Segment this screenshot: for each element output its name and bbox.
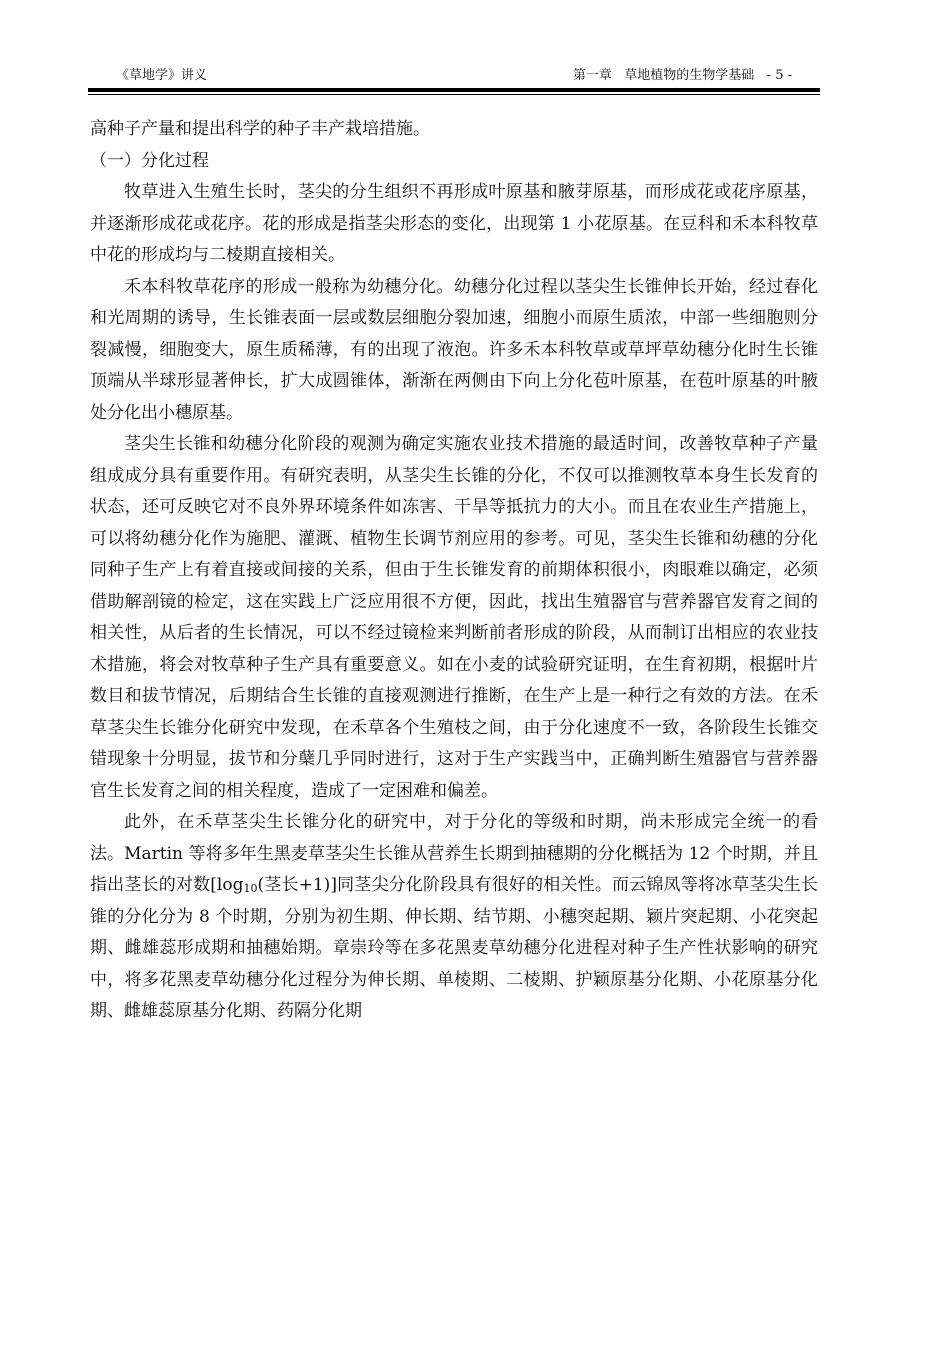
paragraph-differentiation-stages [90,807,818,1028]
page-header [88,66,820,86]
log-subscript: 10 [243,882,258,895]
paragraph-flower-formation: 牧草进入生殖生长时，茎尖的分生组织不再形成叶原基和腋芽原基，而形成花或花序原基，并逐渐形成花或花序。花的形成是指茎尖形态的变化，出现第 1 小花原基。在豆科和禾本科牧草中花的形成均与二棱期直接相关。 [90,182,818,265]
paragraph-observation-importance: 茎尖生长锥和幼穗分化阶段的观测为确定实施农业技术措施的最适时间，改善牧草种子产量组成成分具有重要作用。有研究表明，从茎尖生长锥的分化，不仅可以推测牧草本身生长发育的状态，还可反映它对不良外界环境条件如冻害、干旱等抵抗力的大小。而且在农业生产措施上，可以将幼穗分化作为施肥、灌溉、植物生长调节剂应用的参考。可见，茎尖生长锥和幼穗的分化同种子生产上有着直接或间接的关系，但由于生长锥发育的前期体积很小，肉眼难以确定，必须借助解剖镜的检定，这在实践上广泛应用很不方便，因此，找出生殖器官与营养器官发育之间的相关性，从后者的生长情况，可以不经过镜检来判断前者形成的阶段，从而制订出相应的农业技术措施，将会对牧草种子生产具有重要意义。如在小麦的试验研究证明，在生育初期，根据叶片数目和拔节情况，后期结合生长锥的直接观测进行推断，在生产上是一种行之有效的方法。在禾草茎尖生长锥分化研究中发现，在禾草各个生殖枝之间，由于分化速度不一致，各阶段生长锥交错现象十分明显，拔节和分蘖几乎同时进行，这对于生产实践当中，正确判断生殖器官与营养器官生长发育之间的相关程度，造成了一定困难和偏差。 [90,434,818,801]
header-chapter-page: 第一章 草地植物的生物学基础 - 5 - [572,68,792,83]
paragraph-continuation: 高种子产量和提出科学的种子丰产栽培措施。 [90,119,430,139]
section-heading: （一）分化过程 [90,150,209,171]
stages-text-part-1: 此外，在禾草茎尖生长锥分化的研究中，对于分化的等级和时期，尚未形成完全统一的看法。Martin 等将多年生黑麦草茎尖生长锥从营养生长期到抽穗期的分化概括为 12 个时期，并且指出茎长的对数[log [90,812,818,895]
header-rule-thick [88,88,820,92]
header-rule-thin [88,94,820,95]
stages-text-part-2: (茎长+1)]同茎尖分化阶段具有很好的相关性。而云锦凤等将冰草茎尖生长锥的分化分为 8 个时期，分别为初生期、伸长期、结节期、小穗突起期、颖片突起期、小花突起期、雌雄蕊形成期和抽穗始期。章崇玲等在多花黑麦草幼穗分化进程对种子生产性状影响的研究中，将多花黑麦草幼穗分化过程分为伸长期、单棱期、二棱期、护颖原基分化期、小花原基分化期、雌雄蕊原基分化期、药隔分化期 [90,875,818,1021]
paragraph-panicle-differentiation: 禾本科牧草花序的形成一般称为幼穗分化。幼穗分化过程以茎尖生长锥伸长开始，经过春化和光周期的诱导，生长锥表面一层或数层细胞分裂加速，细胞小而原生质浓，中部一些细胞则分裂减慢，细胞变大，原生质稀薄，有的出现了液泡。许多禾本科牧草或草坪草幼穗分化时生长锥顶端从半球形显著伸长，扩大成圆锥体，渐渐在两侧由下向上分化苞叶原基，在苞叶原基的叶腋处分化出小穗原基。 [90,276,818,423]
body-text [90,114,818,1028]
header-book-title: 《草地学》讲义 [116,68,208,83]
